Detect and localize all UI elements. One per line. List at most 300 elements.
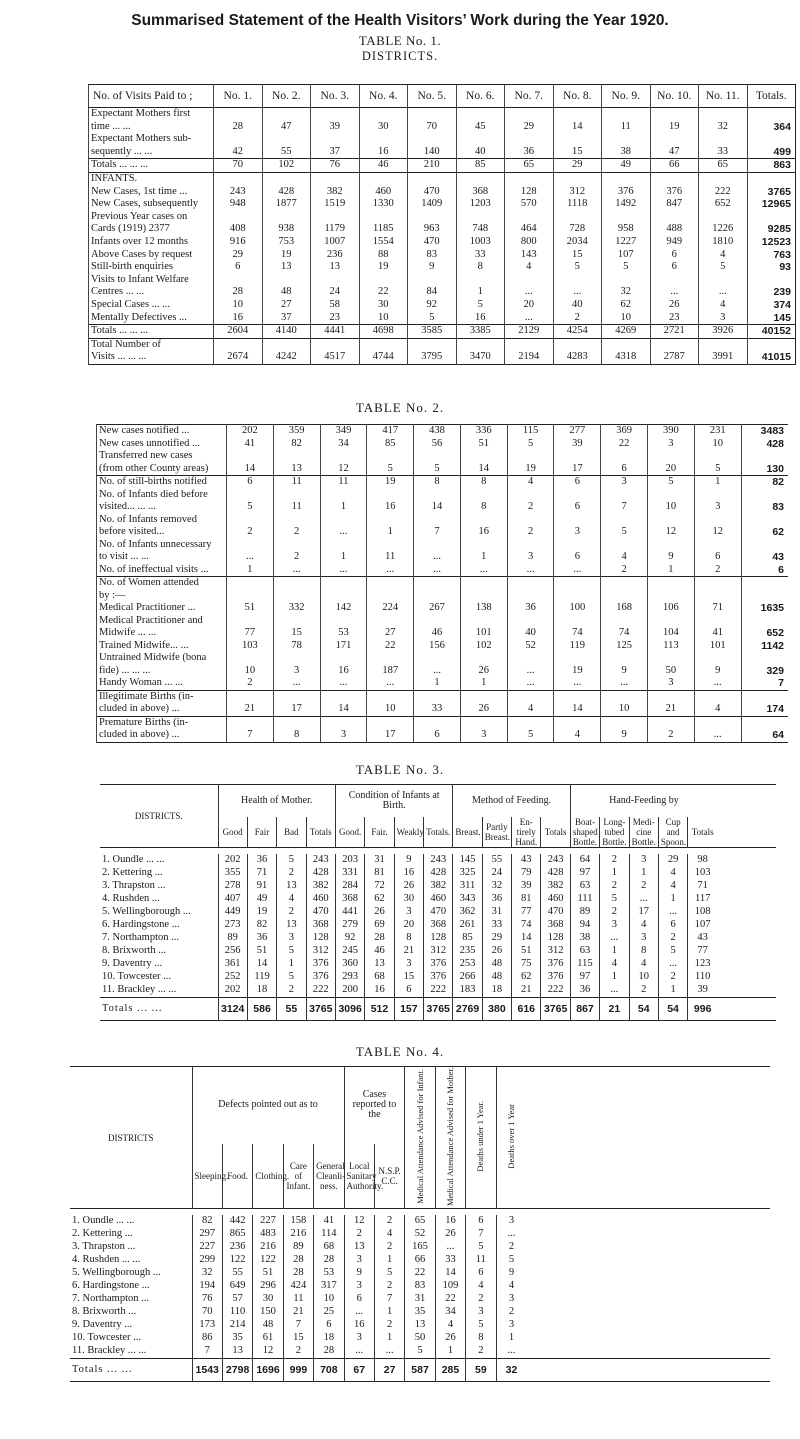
cell-value: 5	[496, 1254, 526, 1267]
column-header: Medi-cine Bottle.	[629, 817, 658, 848]
table1-title: TABLE No. 1.	[358, 33, 442, 48]
cell-value: 38	[570, 932, 599, 945]
cell-value: 9	[394, 854, 423, 867]
feeding-table	[100, 784, 776, 1021]
cell-value	[460, 450, 507, 463]
row-total: 174	[741, 703, 788, 716]
table-row	[89, 249, 796, 262]
cell-value: 4	[629, 919, 658, 932]
cell-value: 376	[424, 971, 453, 984]
cell-value: 1	[658, 893, 687, 906]
cell-value: 55	[482, 854, 511, 867]
cell-value	[456, 274, 505, 287]
cell-value: 51	[460, 438, 507, 451]
cell-value: 382	[541, 880, 570, 893]
table-row	[70, 1306, 770, 1319]
hand-feeding-header: Hand-Feeding by	[570, 785, 717, 818]
cell-value	[694, 489, 741, 502]
cell-value: 3	[460, 729, 507, 742]
cell-value: 312	[553, 186, 602, 199]
row-label: fide) ... ... ...	[97, 665, 227, 678]
column-header: En-tirely Hand.	[512, 817, 541, 848]
row-total	[741, 450, 788, 463]
cell-value: 12	[648, 526, 695, 539]
total-value: 3765	[424, 998, 453, 1021]
cell-value: ...	[414, 551, 461, 564]
row-total	[747, 108, 796, 121]
cell-value: 39	[688, 984, 717, 998]
cell-value: 20	[394, 919, 423, 932]
table-row	[89, 351, 796, 364]
cell-value: 5	[553, 261, 602, 274]
deaths-under-header	[466, 1067, 496, 1209]
cell-value: 36	[507, 602, 554, 615]
column-header: Cup and Spoon.	[658, 817, 687, 848]
cell-value: 5	[507, 438, 554, 451]
visits-table-body	[89, 108, 796, 365]
cell-value: 2	[344, 1228, 374, 1241]
cell-value: 3926	[699, 325, 748, 339]
cell-value: 3	[507, 551, 554, 564]
cell-value: 28	[365, 932, 394, 945]
cell-value: 28	[314, 1345, 344, 1359]
cell-value: ...	[658, 958, 687, 971]
total-value: 27	[374, 1359, 404, 1382]
row-label: Transferred new cases	[97, 450, 227, 463]
cell-value: 70	[214, 159, 263, 173]
cell-value: 460	[359, 186, 408, 199]
table-row	[97, 489, 789, 502]
cell-value: 4698	[359, 325, 408, 339]
cell-value: 13	[277, 919, 306, 932]
cell-value	[408, 133, 457, 146]
cell-value: 20	[648, 463, 695, 476]
table-row	[97, 602, 789, 615]
column-header: Sleeping.	[192, 1144, 222, 1209]
cell-value	[507, 652, 554, 665]
cell-value	[414, 514, 461, 527]
deaths-under-header-text: Deaths under 1 Year.	[475, 1101, 486, 1172]
row-total	[741, 716, 788, 729]
total-value: 2798	[222, 1359, 252, 1382]
cell-value: 3	[496, 1319, 526, 1332]
cell-value: 77	[227, 627, 274, 640]
cell-value	[414, 652, 461, 665]
cell-value: 52	[405, 1228, 435, 1241]
table-row	[89, 261, 796, 274]
cell-value: 203	[335, 854, 364, 867]
cell-value: 2	[496, 1306, 526, 1319]
cell-value: 18	[247, 984, 276, 998]
cell-value: 36	[570, 984, 599, 998]
cell-value: 81	[512, 893, 541, 906]
cell-value: 32	[602, 286, 651, 299]
row-label: Trained Midwife... ...	[97, 640, 227, 653]
total-value: 1543	[192, 1359, 222, 1382]
cell-value: 649	[222, 1280, 252, 1293]
cell-value: 46	[414, 627, 461, 640]
column-header: No. 11.	[699, 85, 748, 108]
cell-value: 26	[435, 1332, 465, 1345]
cell-value: 958	[602, 223, 651, 236]
total-value: 2769	[453, 998, 482, 1021]
cell-value: 45	[456, 121, 505, 134]
table-row	[97, 577, 789, 590]
cell-value: 8	[466, 1332, 496, 1345]
cell-value: 17	[273, 703, 320, 716]
row-label: Medical Practitioner and	[97, 615, 227, 628]
cell-value: 800	[505, 236, 554, 249]
cell-value: 43	[512, 854, 541, 867]
cell-value: 376	[306, 971, 335, 984]
cell-value	[214, 211, 263, 224]
cell-value	[648, 716, 695, 729]
cell-value: 1	[600, 971, 629, 984]
cell-value: 214	[222, 1319, 252, 1332]
cell-value: 16	[367, 501, 414, 514]
cell-value	[273, 450, 320, 463]
total-value: 999	[283, 1359, 313, 1382]
cell-value: 89	[218, 932, 247, 945]
cell-value: 83	[408, 249, 457, 262]
medical-mother-header-text: Medical Attendance Advised for Mother.	[444, 1067, 455, 1207]
cell-value: 12	[253, 1345, 283, 1359]
row-total: 82	[741, 476, 788, 489]
cell-value: 103	[227, 640, 274, 653]
cell-value: ...	[553, 286, 602, 299]
total-value: 285	[435, 1359, 465, 1382]
cell-value	[554, 577, 601, 590]
cell-value: 115	[570, 958, 599, 971]
cell-value: 5	[227, 501, 274, 514]
district-name: 9. Daventry ...	[72, 1319, 133, 1331]
cell-value: 7	[283, 1319, 313, 1332]
cell-value	[460, 690, 507, 703]
cell-value: 65	[699, 159, 748, 173]
cell-value: 4	[374, 1228, 404, 1241]
cell-value: 296	[253, 1280, 283, 1293]
cell-value: 9	[601, 665, 648, 678]
medical-infant-header	[405, 1067, 435, 1209]
cell-value: ...	[505, 286, 554, 299]
cell-value: 4	[629, 958, 658, 971]
cell-value: 94	[570, 919, 599, 932]
medical-infant-header-text: Medical Attendance Advised for Infant.	[414, 1069, 425, 1204]
cell-value: 368	[456, 186, 505, 199]
table-row	[100, 906, 776, 919]
cell-value	[214, 338, 263, 351]
district-name: 9. Daventry ...	[102, 958, 163, 970]
cell-value: 2	[600, 854, 629, 867]
district-name: 6. Hardingstone ...	[72, 1280, 150, 1292]
cell-value: 79	[512, 867, 541, 880]
column-header: Totals	[688, 817, 717, 848]
row-total: 329	[741, 665, 788, 678]
cell-value: 140	[408, 146, 457, 159]
cell-value	[359, 133, 408, 146]
cell-value: 1492	[602, 198, 651, 211]
row-total	[741, 590, 788, 603]
row-total: 43	[741, 551, 788, 564]
cell-value: 19	[359, 261, 408, 274]
cell-value: 3585	[408, 325, 457, 339]
cell-value: 30	[253, 1293, 283, 1306]
row-total: 12965	[747, 198, 796, 211]
cell-value: 4	[694, 703, 741, 716]
cell-value	[648, 539, 695, 552]
cell-value	[456, 108, 505, 121]
cell-value: 1	[658, 984, 687, 998]
cell-value: 2	[277, 984, 306, 998]
cell-value	[320, 577, 367, 590]
cell-value	[367, 539, 414, 552]
cell-value: 41	[227, 438, 274, 451]
cell-value: 58	[311, 299, 360, 312]
cell-value	[505, 172, 554, 185]
cell-value: 11	[273, 476, 320, 489]
cell-value: 3470	[456, 351, 505, 364]
table-row	[97, 665, 789, 678]
table-row	[97, 539, 789, 552]
cell-value	[320, 652, 367, 665]
row-total	[747, 274, 796, 287]
table-row	[89, 172, 796, 185]
cell-value	[262, 274, 311, 287]
cell-value: 81	[365, 867, 394, 880]
cell-value	[273, 652, 320, 665]
cell-value	[699, 133, 748, 146]
cell-value: 938	[262, 223, 311, 236]
cell-value: 299	[192, 1254, 222, 1267]
cell-value: 4	[601, 551, 648, 564]
cell-value: 13	[365, 958, 394, 971]
cell-value: 104	[648, 627, 695, 640]
cell-value: ...	[601, 677, 648, 690]
cell-value: 376	[306, 958, 335, 971]
cell-value	[650, 133, 699, 146]
districts-header: DISTRICTS	[70, 1067, 192, 1209]
cell-value: 102	[262, 159, 311, 173]
cell-value	[694, 514, 741, 527]
cell-value: 3	[466, 1306, 496, 1319]
cell-value	[602, 211, 651, 224]
cell-value: 125	[601, 640, 648, 653]
cell-value: 382	[306, 880, 335, 893]
cell-value: 7	[414, 526, 461, 539]
cell-value: 29	[482, 932, 511, 945]
cell-value: 128	[424, 932, 453, 945]
cell-value: 41	[314, 1215, 344, 1228]
cell-value: 4	[505, 261, 554, 274]
cell-value: 5	[602, 261, 651, 274]
row-label: No. of Infants unnecessary	[97, 539, 227, 552]
column-header: General Cleanli-ness.	[314, 1144, 344, 1209]
cell-value: 19	[247, 906, 276, 919]
cell-value: 5	[601, 526, 648, 539]
cell-value	[359, 108, 408, 121]
row-label: time ... ...	[89, 121, 214, 134]
table-row	[97, 615, 789, 628]
cell-value: 4	[699, 249, 748, 262]
cell-value	[460, 590, 507, 603]
cell-value: 62	[365, 893, 394, 906]
cell-value: ...	[273, 564, 320, 577]
cell-value: 1185	[359, 223, 408, 236]
cell-value	[554, 514, 601, 527]
cell-value: 4	[554, 729, 601, 742]
cell-value: 13	[344, 1241, 374, 1254]
cell-value: 293	[335, 971, 364, 984]
cell-value: 6	[394, 984, 423, 998]
cell-value	[456, 172, 505, 185]
row-total: 12523	[747, 236, 796, 249]
cell-value: 428	[262, 186, 311, 199]
cell-value	[414, 615, 461, 628]
cell-value: 3	[344, 1332, 374, 1345]
cell-value	[601, 716, 648, 729]
cell-value: 297	[192, 1228, 222, 1241]
table-row	[97, 729, 789, 742]
cell-value: 227	[253, 1215, 283, 1228]
cell-value: 442	[222, 1215, 252, 1228]
cell-value: 6	[554, 551, 601, 564]
cell-value: 38	[602, 146, 651, 159]
cell-value	[367, 615, 414, 628]
visits-table-header	[89, 85, 796, 108]
cell-value: ...	[554, 564, 601, 577]
cell-value: 17	[554, 463, 601, 476]
district-name: 11. Brackley ... ...	[102, 984, 177, 996]
cell-value: 22	[367, 640, 414, 653]
table-row	[97, 652, 789, 665]
cell-value	[699, 338, 748, 351]
cell-value: 1810	[699, 236, 748, 249]
cell-value: 89	[283, 1241, 313, 1254]
row-label: Midwife ... ...	[97, 627, 227, 640]
total-value: 59	[466, 1359, 496, 1382]
total-value: 54	[658, 998, 687, 1021]
row-label: New Cases, subsequently	[89, 198, 214, 211]
cell-value: 17	[367, 729, 414, 742]
cell-value	[320, 716, 367, 729]
district-name: 7. Northampton ...	[72, 1293, 149, 1305]
total-value: 380	[482, 998, 511, 1021]
cell-value: 16	[460, 526, 507, 539]
cell-value	[262, 108, 311, 121]
table-row	[100, 854, 776, 867]
cell-value: 5	[699, 261, 748, 274]
cell-value: 7	[374, 1293, 404, 1306]
row-label: Special Cases ... ...	[89, 299, 214, 312]
cell-value: 158	[283, 1215, 313, 1228]
cell-value	[359, 172, 408, 185]
row-total: 863	[747, 159, 796, 173]
cell-value: 1203	[456, 198, 505, 211]
cell-value: 224	[367, 602, 414, 615]
cell-value: 108	[688, 906, 717, 919]
cell-value: 3	[277, 932, 306, 945]
cell-value: 102	[460, 640, 507, 653]
cell-value: 82	[192, 1215, 222, 1228]
cell-value: 202	[227, 425, 274, 438]
cell-value: ...	[344, 1345, 374, 1359]
total-value: 3124	[218, 998, 247, 1021]
cell-value	[273, 590, 320, 603]
cell-value	[414, 489, 461, 502]
table-row	[70, 1280, 770, 1293]
cell-value: 111	[570, 893, 599, 906]
cell-value: 368	[424, 919, 453, 932]
table-row	[97, 501, 789, 514]
cell-value: 4	[277, 893, 306, 906]
cell-value: ...	[367, 677, 414, 690]
cell-value: 30	[359, 121, 408, 134]
cell-value: 22	[405, 1267, 435, 1280]
row-label: No. of Women attended	[97, 577, 227, 590]
cell-value: 115	[507, 425, 554, 438]
cell-value: 2	[273, 526, 320, 539]
cell-value: 107	[688, 919, 717, 932]
cell-value	[699, 274, 748, 287]
cell-value: 428	[424, 867, 453, 880]
cell-value	[414, 690, 461, 703]
cell-value: 21	[512, 984, 541, 998]
cell-value: 30	[394, 893, 423, 906]
cell-value: 128	[541, 932, 570, 945]
cell-value: 4	[507, 703, 554, 716]
cell-value	[505, 338, 554, 351]
cell-value: 36	[247, 932, 276, 945]
cell-value: 33	[435, 1254, 465, 1267]
cell-value: 68	[314, 1241, 344, 1254]
column-header: No. 10.	[650, 85, 699, 108]
cell-value	[648, 590, 695, 603]
cell-value	[505, 211, 554, 224]
column-header: Long-tubed Bottle.	[600, 817, 629, 848]
row-total: 652	[741, 627, 788, 640]
cell-value: 71	[694, 602, 741, 615]
cell-value: 748	[456, 223, 505, 236]
cell-value: 243	[424, 854, 453, 867]
cell-value: 123	[688, 958, 717, 971]
cell-value: 3	[648, 677, 695, 690]
row-label: to visit ... ...	[97, 551, 227, 564]
districts-header: DISTRICTS.	[100, 785, 218, 848]
row-label: sequently ... ...	[89, 146, 214, 159]
district-name: 8. Brixworth ...	[72, 1306, 137, 1318]
cell-value: 3795	[408, 351, 457, 364]
cell-value: 29	[505, 121, 554, 134]
cell-value	[460, 716, 507, 729]
cell-value: 26	[460, 703, 507, 716]
cell-value: 6	[214, 261, 263, 274]
cell-value: 336	[460, 425, 507, 438]
row-label: Above Cases by request	[89, 249, 214, 262]
cell-value: 753	[262, 236, 311, 249]
cell-value: 63	[570, 880, 599, 893]
cell-value: 343	[453, 893, 482, 906]
cell-value: 3	[600, 919, 629, 932]
table-row	[100, 919, 776, 932]
cell-value: 390	[648, 425, 695, 438]
row-label: Previous Year cases on	[89, 211, 214, 224]
table-row	[100, 880, 776, 893]
cell-value: 267	[414, 602, 461, 615]
cell-value	[227, 716, 274, 729]
row-label: before visited...	[97, 526, 227, 539]
cell-value: 10	[648, 501, 695, 514]
table-row	[97, 514, 789, 527]
